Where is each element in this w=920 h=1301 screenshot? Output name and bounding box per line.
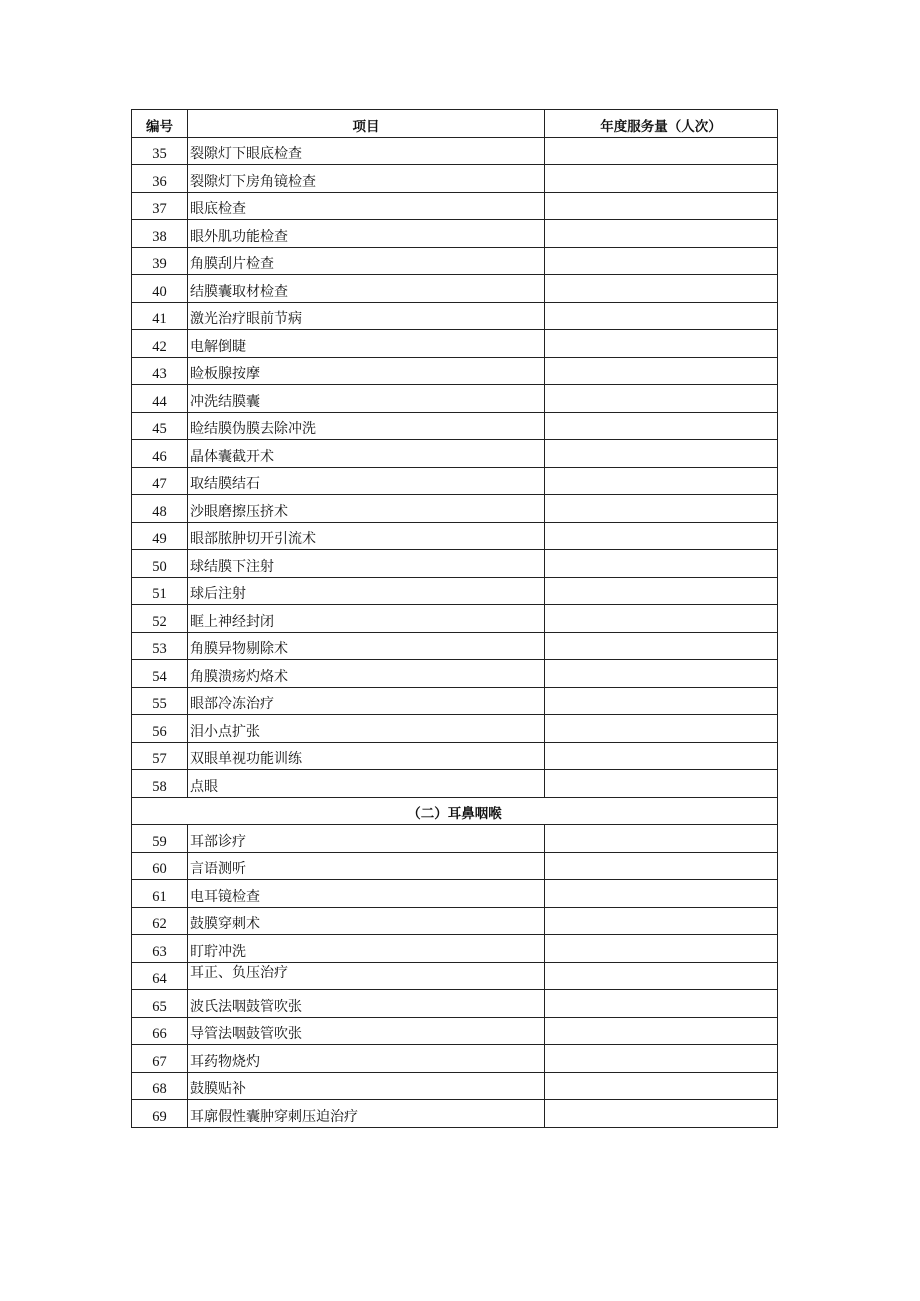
header-item: 项目 [188, 110, 545, 138]
row-item-name: 晶体囊截开术 [188, 440, 545, 468]
row-number: 54 [132, 660, 188, 688]
row-item-name: 双眼单视功能训练 [188, 742, 545, 770]
table-row [132, 880, 778, 908]
row-annual-volume-cell [545, 302, 778, 330]
row-number: 49 [132, 522, 188, 550]
table-row [132, 1017, 778, 1045]
table-row [132, 440, 778, 468]
row-item-name: 取结膜结石 [188, 467, 545, 495]
row-item-name: 眼底检查 [188, 192, 545, 220]
row-item-name: 眼外肌功能检查 [188, 220, 545, 248]
row-annual-volume-cell [545, 632, 778, 660]
table-row [132, 522, 778, 550]
row-annual-volume-cell [545, 660, 778, 688]
table-row [132, 825, 778, 853]
row-item-name: 角膜异物剔除术 [188, 632, 545, 660]
row-number: 42 [132, 330, 188, 358]
table-row [132, 687, 778, 715]
row-annual-volume-cell [545, 412, 778, 440]
table-row [132, 192, 778, 220]
table-row [132, 852, 778, 880]
table-row [132, 1072, 778, 1100]
row-number: 58 [132, 770, 188, 798]
row-item-name: 球后注射 [188, 577, 545, 605]
table-row [132, 935, 778, 963]
row-annual-volume-cell [545, 1017, 778, 1045]
row-annual-volume-cell [545, 605, 778, 633]
row-annual-volume-cell [545, 687, 778, 715]
row-item-name: 言语测听 [188, 852, 545, 880]
row-number: 52 [132, 605, 188, 633]
row-item-name: 眼部冷冻治疗 [188, 687, 545, 715]
row-number: 44 [132, 385, 188, 413]
row-number: 66 [132, 1017, 188, 1045]
row-number: 43 [132, 357, 188, 385]
row-number: 41 [132, 302, 188, 330]
row-item-name: 激光治疗眼前节病 [188, 302, 545, 330]
row-annual-volume-cell [545, 522, 778, 550]
row-item-name: 眼部脓肿切开引流术 [188, 522, 545, 550]
row-annual-volume-cell [545, 1100, 778, 1128]
table-row [132, 165, 778, 193]
table-row [132, 302, 778, 330]
row-number: 64 [132, 962, 188, 990]
table-row [132, 907, 778, 935]
table-row [132, 275, 778, 303]
table-row [132, 1045, 778, 1073]
row-item-name: 耳药物烧灼 [188, 1045, 545, 1073]
row-number: 62 [132, 907, 188, 935]
row-annual-volume-cell [545, 990, 778, 1018]
row-annual-volume-cell [545, 192, 778, 220]
table-row [132, 220, 778, 248]
row-item-name: 裂隙灯下房角镜检查 [188, 165, 545, 193]
row-annual-volume-cell [545, 1045, 778, 1073]
table-row [132, 770, 778, 798]
table-row [132, 660, 778, 688]
row-item-name: 导管法咽鼓管吹张 [188, 1017, 545, 1045]
row-annual-volume-cell [545, 770, 778, 798]
row-item-name: 波氏法咽鼓管吹张 [188, 990, 545, 1018]
row-item-name: 点眼 [188, 770, 545, 798]
row-annual-volume-cell [545, 715, 778, 743]
row-annual-volume-cell [545, 1072, 778, 1100]
row-annual-volume-cell [545, 330, 778, 358]
row-number: 39 [132, 247, 188, 275]
row-item-name: 鼓膜穿刺术 [188, 907, 545, 935]
row-number: 60 [132, 852, 188, 880]
table-row [132, 577, 778, 605]
table-row [132, 330, 778, 358]
row-number: 63 [132, 935, 188, 963]
row-annual-volume-cell [545, 742, 778, 770]
row-annual-volume-cell [545, 165, 778, 193]
row-annual-volume-cell [545, 275, 778, 303]
row-number: 53 [132, 632, 188, 660]
section-header-row [132, 797, 778, 825]
row-number: 38 [132, 220, 188, 248]
row-number: 55 [132, 687, 188, 715]
header-number: 编号 [132, 110, 188, 138]
row-item-name: 裂隙灯下眼底检查 [188, 137, 545, 165]
table-row [132, 412, 778, 440]
row-item-name: 角膜溃疡灼烙术 [188, 660, 545, 688]
row-annual-volume-cell [545, 137, 778, 165]
row-number: 45 [132, 412, 188, 440]
row-item-name: 眶上神经封闭 [188, 605, 545, 633]
row-number: 59 [132, 825, 188, 853]
row-number: 68 [132, 1072, 188, 1100]
row-item-name: 睑板腺按摩 [188, 357, 545, 385]
table-row [132, 550, 778, 578]
row-item-name: 盯聍冲洗 [188, 935, 545, 963]
row-annual-volume-cell [545, 825, 778, 853]
row-number: 46 [132, 440, 188, 468]
row-item-name: 沙眼磨擦压挤术 [188, 495, 545, 523]
row-annual-volume-cell [545, 935, 778, 963]
row-number: 69 [132, 1100, 188, 1128]
row-annual-volume-cell [545, 880, 778, 908]
row-number: 40 [132, 275, 188, 303]
row-item-name: 耳正、负压治疗 [188, 962, 545, 990]
row-item-name: 电耳镜检查 [188, 880, 545, 908]
table-body [132, 137, 778, 1127]
row-annual-volume-cell [545, 495, 778, 523]
row-number: 56 [132, 715, 188, 743]
row-item-name: 耳部诊疗 [188, 825, 545, 853]
row-number: 35 [132, 137, 188, 165]
row-number: 65 [132, 990, 188, 1018]
row-annual-volume-cell [545, 357, 778, 385]
row-number: 57 [132, 742, 188, 770]
row-item-name: 耳廓假性囊肿穿刺压迫治疗 [188, 1100, 545, 1128]
table-header-row [132, 110, 778, 138]
table-row [132, 962, 778, 990]
row-number: 51 [132, 577, 188, 605]
row-item-name: 鼓膜贴补 [188, 1072, 545, 1100]
row-number: 61 [132, 880, 188, 908]
row-item-name: 电解倒睫 [188, 330, 545, 358]
table-row [132, 1100, 778, 1128]
row-number: 48 [132, 495, 188, 523]
table-row [132, 247, 778, 275]
header-annual-volume: 年度服务量（人次） [545, 110, 778, 138]
row-annual-volume-cell [545, 220, 778, 248]
row-annual-volume-cell [545, 962, 778, 990]
table-row [132, 495, 778, 523]
row-annual-volume-cell [545, 467, 778, 495]
row-annual-volume-cell [545, 852, 778, 880]
row-annual-volume-cell [545, 440, 778, 468]
service-volume-table [131, 109, 778, 1128]
row-number: 50 [132, 550, 188, 578]
row-annual-volume-cell [545, 907, 778, 935]
table-row [132, 715, 778, 743]
row-number: 47 [132, 467, 188, 495]
table-row [132, 990, 778, 1018]
table-row [132, 467, 778, 495]
row-number: 37 [132, 192, 188, 220]
table-row [132, 357, 778, 385]
row-annual-volume-cell [545, 577, 778, 605]
row-annual-volume-cell [545, 385, 778, 413]
row-item-name: 角膜刮片检查 [188, 247, 545, 275]
row-item-name: 睑结膜伪膜去除冲洗 [188, 412, 545, 440]
table-row [132, 742, 778, 770]
row-annual-volume-cell [545, 247, 778, 275]
row-number: 36 [132, 165, 188, 193]
table-row [132, 605, 778, 633]
table-row [132, 632, 778, 660]
row-number: 67 [132, 1045, 188, 1073]
table-row [132, 385, 778, 413]
row-annual-volume-cell [545, 550, 778, 578]
row-item-name: 球结膜下注射 [188, 550, 545, 578]
table-row [132, 137, 778, 165]
row-item-name: 冲洗结膜囊 [188, 385, 545, 413]
section-title: （二）耳鼻咽喉 [132, 797, 778, 825]
row-item-name: 结膜囊取材检查 [188, 275, 545, 303]
row-item-name: 泪小点扩张 [188, 715, 545, 743]
